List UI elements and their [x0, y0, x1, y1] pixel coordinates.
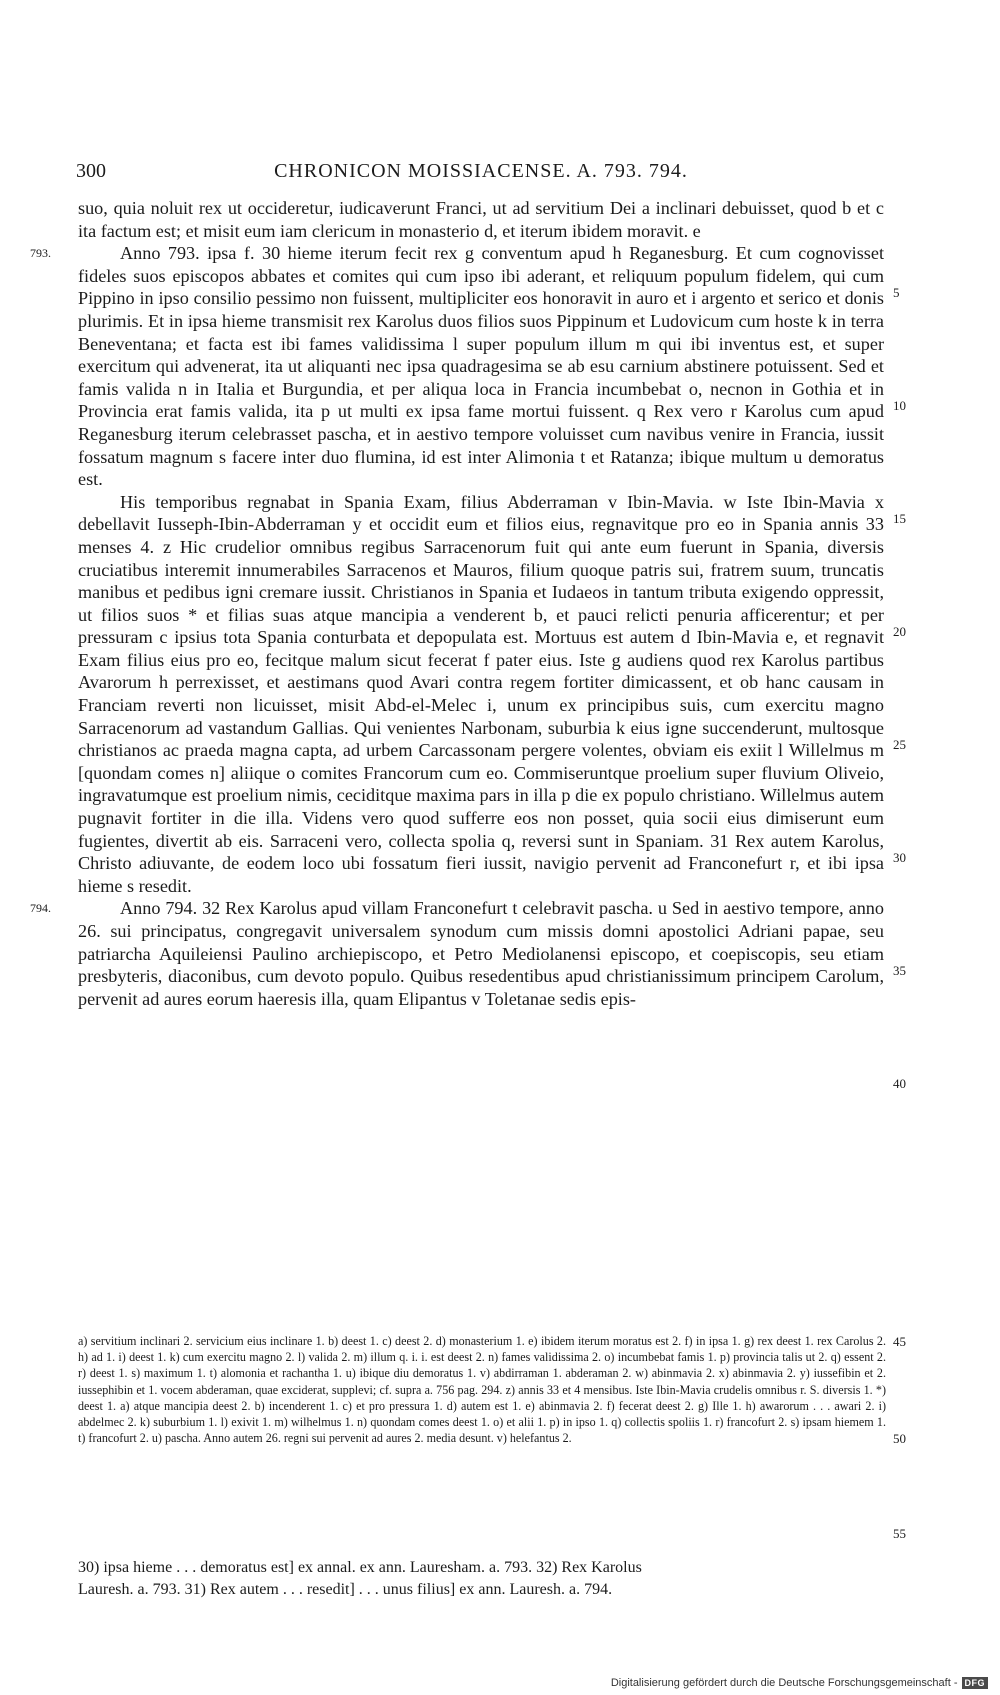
line-number: 10	[893, 398, 906, 413]
line-number: 35	[893, 963, 906, 978]
paragraph-year-793	[30, 242, 884, 491]
dfg-logo-icon: DFG	[962, 1677, 989, 1689]
page-header	[76, 160, 886, 190]
page-number: 300	[76, 160, 106, 182]
line-number: 15	[893, 511, 906, 526]
paragraph-year-794	[30, 897, 884, 1010]
line-number: 25	[893, 737, 906, 752]
line-number: 50	[893, 1431, 906, 1446]
line-number: 40	[893, 1076, 906, 1091]
paragraph-text: Anno 793. ipsa f. 30 hieme iterum fecit rex g conventum apud h Reganesburg. Et cum cognovisset fideles suos episcopos abbates et comites qui cum ipso ibi aderant, et reliquum populum fidelem, qui cum Pippino in ipso consilio pessimo non fuissent, multipliciter eos honoravit in auro et i argento et serico et donis plurimis. Et in ipsa hieme transmisit rex Karolus duos filios suos Pippinum et Ludovicum cum hoste k in terra Beneventana; et facta est ibi fames validissima l super populum illum m qui ibi inventus est, et super exercitum qui advenerat, ita ut aliquanti nec ipsa quadragesima se ab esu carnium abstinere potuissent. Sed et famis valida n in Italia et Burgundia, et per aliqua loca in Francia incumbebat o, necnon in Gothia et in Provincia erat famis valida, ita p ut multi ex ipsa fame mortui fuissent. q Rex vero r Karolus cum apud Reganesburg iterum celebrasset pascha, et in aestivo tempore voluisset cum navibus venire in Francia, iussit fossatum magnum s facere inter duo flumina, id est inter Alimonia t et Ratanza; ibique multum u demoratus est.	[78, 243, 884, 490]
source-line: 30) ipsa hieme . . . demoratus est] ex annal. ex ann. Lauresham. a. 793. 32) Rex Karolus	[78, 1559, 642, 1576]
line-number: 5	[893, 285, 900, 300]
footnotes-text: a) servitium inclinari 2. servicium eius inclinare 1. b) deest 1. c) deest 2. d) monasterium 1. e) ibidem iterum moratus est 2. f) in ipsa 1. g) rex deest 1. rex Carolus 2. h) ad 1. i) deest 1. k) cum exercitu magno 2. l) valida 2. m) illum q. i. i. est deest 2. n) fames validissima 2. o) incumbebat famis 1. p) provincia talis ut 2. q) essent 2. r) deest 1. s) maximum 1. t) alomonia et rachantha 1. u) ibique diu demoratus 1. v) abdirraman 1. abderaman 2. w) abinmavia 2. x) abinmavia 2. y) iussefibin et 2. iussephibin et 1. vocem abderaman, quae exciderat, supplevi; cf. supra a. 756 pag. 294. z) annis 33 et 4 mensibus. Iste Ibin-Mavia crudelis omnibus r. S. diversis 1. *) deest 1. a) atque mancipia deest 2. b) incenderent 1. c) et pro pressura 1. d) autem est 1. e) abinmavia 2. f) fecerat deest 2. g) Ille 1. h) awarorum . . . awari 2. i) abdelmec 2. k) suburbium 1. l) exivit 1. m) wilhelmus 1. n) quondam comes deest 1. o) et alii 1. p) in ipso 1. q) collectis spoliis 1. r) francofurt 2. s) ipsam hiemem 1. t) francofurt 2. u) pascha. Anno autem 26. regni sui pervenit ad aures 2. media desunt. v) helefantus 2.	[78, 1334, 886, 1446]
main-text	[30, 197, 884, 1010]
running-title: CHRONICON MOISSIACENSE. A. 793. 794.	[274, 160, 688, 182]
paragraph-text: Anno 794. 32 Rex Karolus apud villam Franconefurt t celebravit pascha. u Sed in aestivo tempore, anno 26. sui principatus, congregavit universalem synodum cum missis domni apostolici Adriani papae, seu patriarcha Aquileiensi Paulino archiepiscopo, et Petro Mediolanensi episcopo, et coepiscopis, seu etiam presbyteris, diaconibus, cum devoto populo. Quibus resedentibus apud christianissimum principem Carolum, pervenit ad aures eorum haeresis illa, quam Elipantus v Toletanae sedis epis-	[78, 898, 884, 1009]
line-number: 55	[893, 1526, 906, 1541]
line-number: 45	[893, 1334, 906, 1349]
year-margin-note: 794.	[30, 901, 51, 916]
credit-text: Digitalisierung gefördert durch die Deutsche Forschungsgemeinschaft -	[610, 1677, 958, 1689]
paragraph	[78, 491, 884, 898]
critical-apparatus	[78, 1333, 886, 1446]
line-number: 30	[893, 850, 906, 865]
source-line: Lauresh. a. 793. 31) Rex autem . . . resedit] . . . unus filius] ex ann. Lauresh. a. 794.	[78, 1581, 613, 1598]
year-margin-note: 793.	[30, 246, 51, 261]
digitization-credit	[611, 1677, 988, 1689]
paragraph-text: suo, quia noluit rex ut occideretur, iudicaverunt Franci, ut ad servitium Dei a inclinari debuisset, quod b et c ita factum est; et misit eum iam clericum in monasterio d, et iterum ibidem moravit. e	[78, 198, 884, 241]
paragraph	[78, 197, 884, 242]
paragraph-text: His temporibus regnabat in Spania Exam, filius Abderraman v Ibin-Mavia. w Iste Ibin-Mavia x debellavit Iusseph-Ibin-Abderraman y et occidit eum et filios eius, regnavitque pro eo in Spania annis 33 menses 4. z Hic crudelior omnibus regibus Sarracenorum fuit qui ante eum fuerunt in Spania, diversis cruciatibus interemit innumerabiles Sarracenos et Mauros, filium quoque patris sui, fratrem suum, truncatis manibus et pedibus igni cremare iussit. Christianos in Spania et Iudaeos in tantum tributa exigendo oppressit, ut filios suos * et filias suas atque mancipia a venderent b, et pauci relicti penuria afficerentur; et per pressuram c ipsius tota Spania conturbata et depopulata est. Mortuus est autem d Ibin-Mavia e, et regnavit Exam filius eius pro eo, fecitque malum sicut fecerat f pater eius. Iste g audiens quod rex Karolus partibus Avarorum h perrexisset, et aestimans quod Avari contra regem fortiter dimicassent, et ob hanc causam in Franciam reverti non licuisset, misit Abd-el-Melec i, unum ex principibus suis, cum exercitu magno Sarracenorum ad vastandum Gallias. Qui venientes Narbonam, suburbia k eius igne succenderunt, multosque christianos ac praeda magna capta, ad urbem Carcassonam pergere volentes, obviam eis exiit l Willelmus m [quondam comes n] aliique o comites Francorum cum eo. Commiseruntque proelium super fluvium Oliveio, ingravatumque est proelium nimis, ceciditque maxima pars in illa p die ex populo christiano. Willelmus autem pugnavit fortiter in die illa. Videns vero quod sufferre eos non posset, quia socii eius dimiserunt eum fugientes, divertit ab eis. Sarraceni vero, collecta spolia q, reversi sunt in Spaniam. 31 Rex autem Karolus, Christo adiuvante, de eodem loco ubi fossatum fieri iussit, navigio pervenit ad Franconefurt r, et ibi ipsa hieme s resedit.	[78, 491, 884, 896]
source-notes	[78, 1557, 886, 1601]
line-number: 20	[893, 624, 906, 639]
